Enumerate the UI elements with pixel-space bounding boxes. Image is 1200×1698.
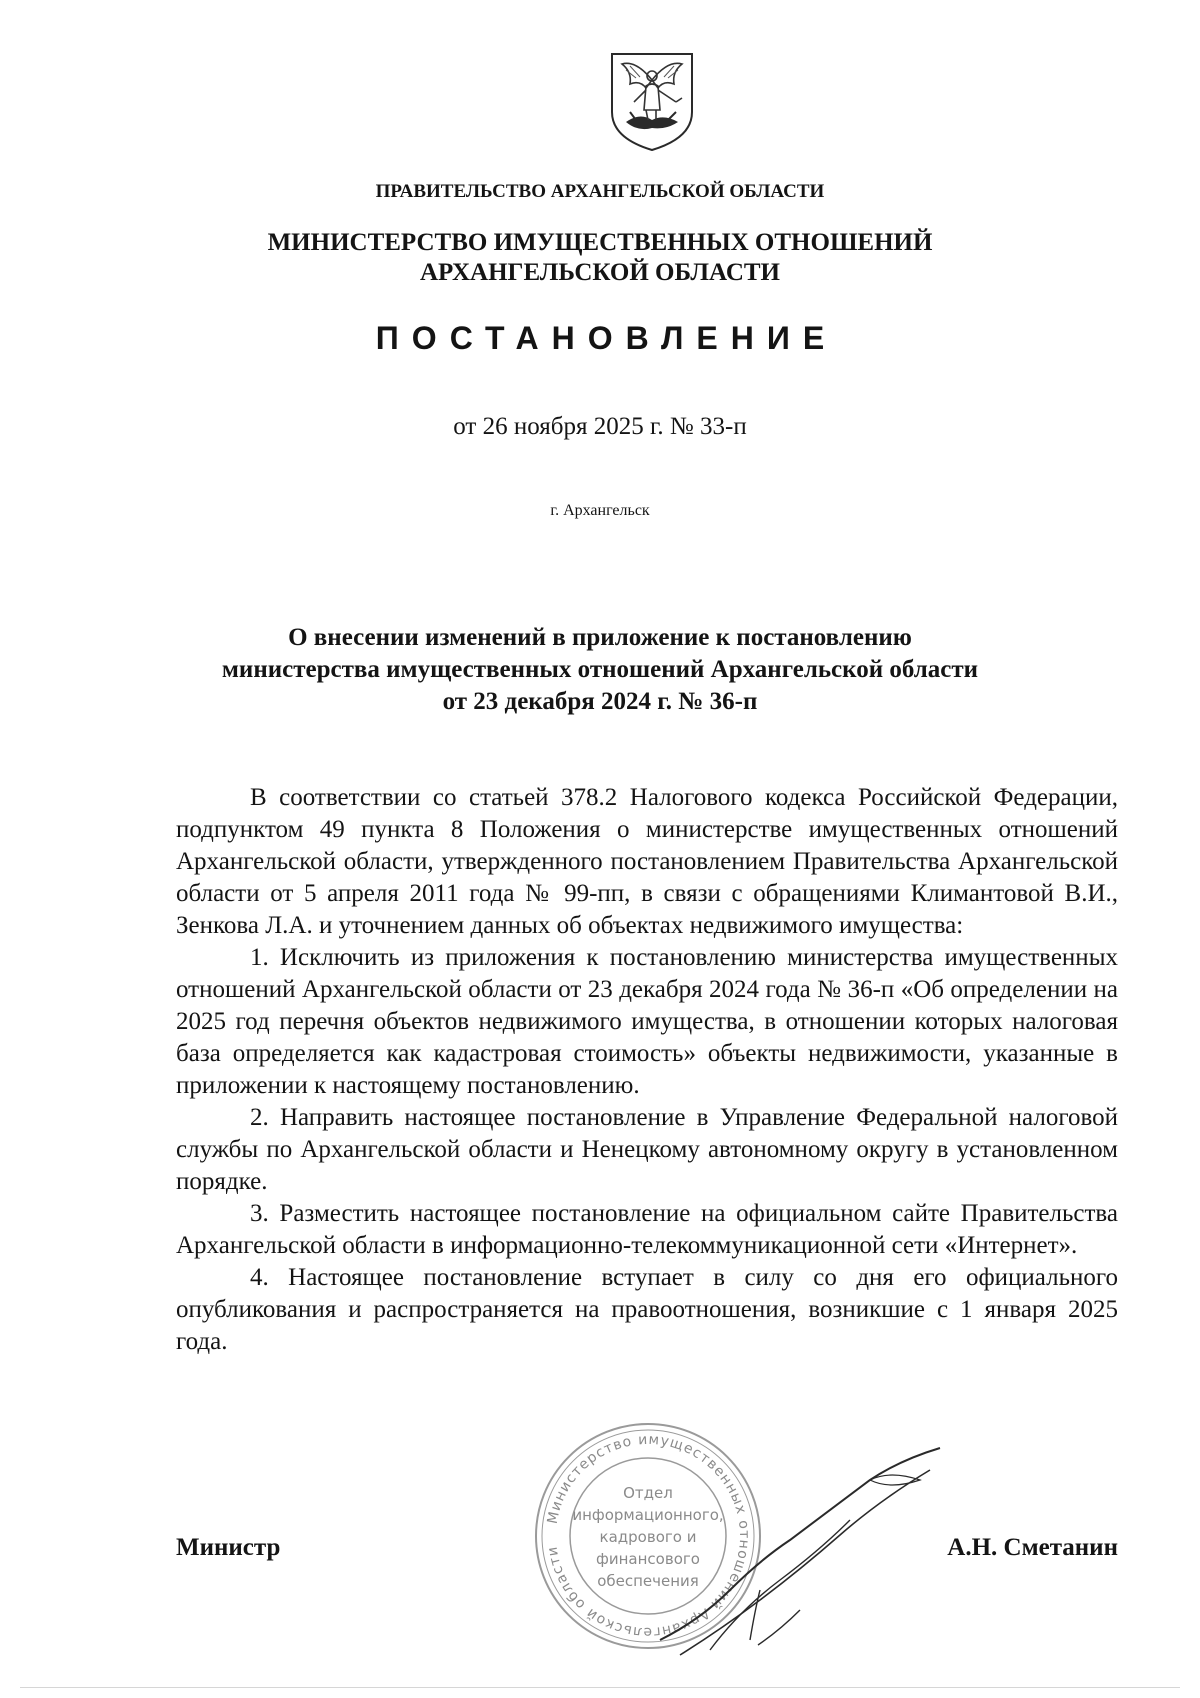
item-2-paragraph: 2. Направить настоящее постановление в Управление Федеральной налоговой службы по Архангельской области и Ненецкому автономному округу в установленном порядке. [176,1104,1118,1195]
stamp-line3: кадрового и [599,1528,697,1546]
item-4-paragraph: 4. Настоящее постановление вступает в силу со дня его официального опубликования и распространяется на правоотношения, возникшие с 1 января 2025 года. [176,1264,1118,1355]
title-line3: от 23 декабря 2024 г. № 36-п [442,688,758,715]
stamp-line2: информационного, [572,1506,724,1524]
title-line1: О внесении изменений в приложение к постановлению [288,624,912,651]
coat-of-arms-emblem [606,50,698,154]
document-title [0,622,1200,718]
item-3-paragraph: 3. Разместить настоящее постановление на официальном сайте Правительства Архангельской области в информационно-телекоммуникационной сети «Интернет». [176,1200,1118,1259]
ministry-header [0,228,1200,288]
preamble-paragraph: В соответствии со статьей 378.2 Налогового кодекса Российской Федерации, подпунктом 49 пункта 8 Положения о министерстве имущественных отношений Архангельской области, утвержденного постановлением Правительства Архангельской области от 5 апреля 2011 года № 99-пп, в связи с обращениями Климантовой В.И., Зенкова Л.А. и уточнением данных об объектах недвижимого имущества: [176,784,1118,939]
title-line2: министерства имущественных отношений Архангельской области [221,656,979,683]
stamp-line4: финансового [596,1550,700,1568]
document-city: г. Архангельск [550,502,650,519]
government-header: ПРАВИТЕЛЬСТВО АРХАНГЕЛЬСКОЙ ОБЛАСТИ [375,181,825,202]
signatory-name: А.Н. Сметанин [947,1534,1118,1561]
document-type: ПОСТАНОВЛЕНИЕ [375,320,838,356]
item-1-paragraph: 1. Исключить из приложения к постановлению министерства имущественных отношений Архангельской области от 23 декабря 2024 года № 36-п «Об определении на 2025 год перечня объектов недвижимого имущества, в отношении которых налоговая база определяется как кадастровая стоимость» объекты недвижимости, указанные в приложении к настоящему постановлению. [176,944,1118,1099]
signatory-position: Министр [176,1534,281,1561]
handwritten-signature [640,1440,950,1670]
stamp-line5: обеспечения [597,1572,699,1590]
ministry-header-line2: АРХАНГЕЛЬСКОЙ ОБЛАСТИ [420,259,780,286]
stamp-line1: Отдел [623,1484,673,1502]
scan-edge-divider [20,1687,1180,1688]
document-date-number: от 26 ноября 2025 г. № 33-п [453,413,747,440]
ministry-header-line1: МИНИСТЕРСТВО ИМУЩЕСТВЕННЫХ ОТНОШЕНИЙ [267,229,933,256]
stamp-ring-text: Министерство имущественных отношений Архангельской области [544,1431,753,1641]
document-body [176,782,1118,1358]
